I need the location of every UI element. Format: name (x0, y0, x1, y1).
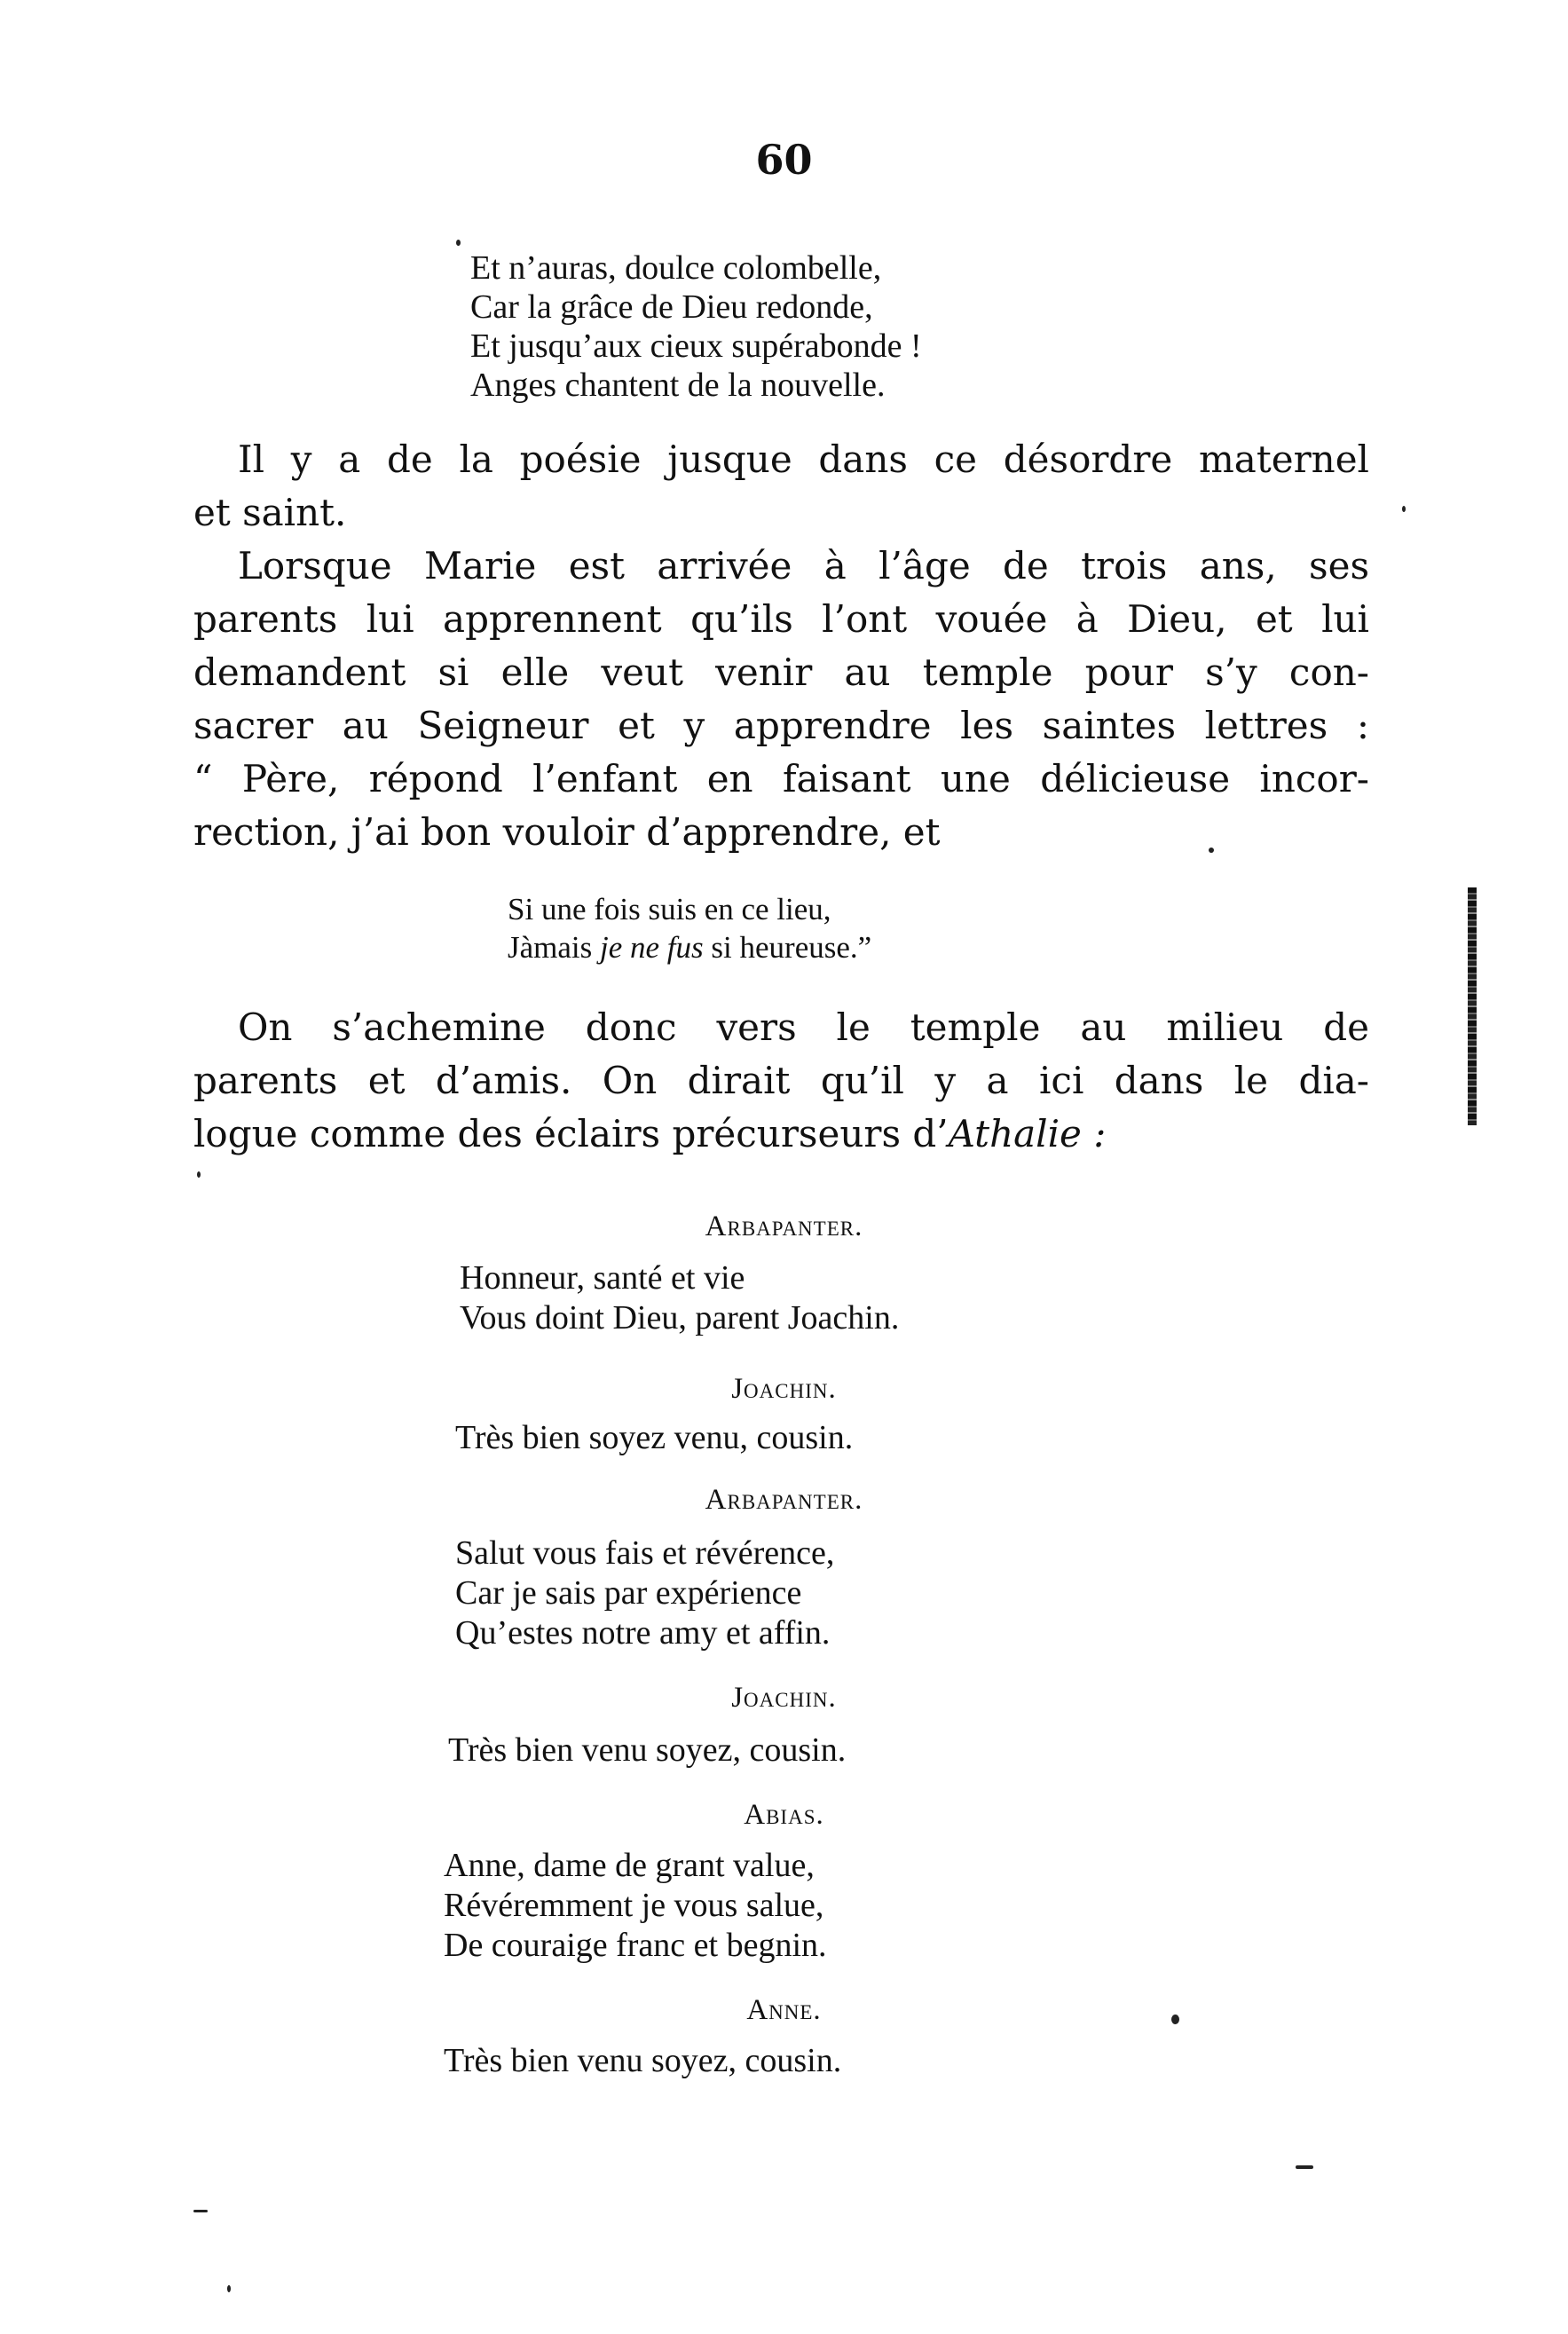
speaker-name: Abias. (744, 1799, 824, 1831)
dialogue-line: Car je sais par expérience (455, 1574, 802, 1612)
dialogue-line: Révéremment je vous salue, (444, 1887, 824, 1924)
paragraph-line: rection, j’ai bon vouloir d’apprendre, et (193, 810, 941, 854)
paragraph-3 (193, 1001, 1369, 1161)
dialogue-line: Très bien venu soyez, cousin. (448, 1731, 847, 1769)
paragraph-line: parents et d’amis. On dirait qu’il y a ici dans le dia- (193, 1059, 1369, 1102)
paragraph-line: Lorsque Marie est arrivée à l’âge de trois ans, ses (238, 544, 1369, 587)
paragraph-line (193, 1108, 1369, 1161)
dialogue-lines (448, 1731, 846, 1770)
dialogue-line: Vous doint Dieu, parent Joachin. (460, 1299, 900, 1337)
verse-line: Et jusqu’aux cieux supérabonde ! (470, 327, 922, 365)
scan-edge-mark (1468, 887, 1477, 1125)
verse-text: Jàmais (508, 930, 601, 965)
verse-line: Si une fois suis en ce lieu, (508, 892, 831, 927)
verse-italic-text: je ne fus (600, 930, 704, 965)
speaker-name: Anne. (746, 1994, 822, 2026)
speaker-name: Joachin. (731, 1682, 837, 1714)
scan-speck (1296, 2165, 1313, 2169)
paragraph-line: parents lui apprennent qu’ils l’ont vouée à Dieu, et lui (193, 597, 1369, 641)
paragraph-line: et saint. (193, 491, 347, 534)
dialogue-line: Salut vous fais et révérence, (455, 1534, 835, 1572)
scan-speck (1402, 506, 1406, 512)
dialogue-line: Qu’estes notre amy et affin. (455, 1614, 831, 1652)
title-reference: Athalie : (948, 1112, 1107, 1155)
paragraph-text: logue comme des éclairs précurseurs d’ (193, 1112, 949, 1155)
verse-line (508, 928, 871, 966)
scan-speck (227, 2285, 231, 2292)
dialogue-line: Honneur, santé et vie (460, 1259, 745, 1297)
paragraph-2 (193, 540, 1369, 859)
page-number: 60 (755, 136, 813, 184)
scan-speck (197, 1171, 201, 1178)
child-verse (508, 890, 871, 966)
paragraph-line: Il y a de la poésie jusque dans ce désordre maternel (238, 438, 1369, 481)
speaker-name: Arbapanter. (705, 1210, 863, 1242)
dialogue-lines (444, 2041, 841, 2081)
scan-speck (456, 240, 461, 246)
scan-speck (1209, 848, 1214, 853)
verse-line: Anges chantent de la nouvelle. (470, 367, 886, 404)
opening-verse (470, 248, 922, 405)
dialogue-line: De couraige franc et begnin. (444, 1927, 827, 1964)
scan-speck (1171, 2015, 1179, 2024)
verse-line: Car la grâce de Dieu redonde, (470, 288, 873, 326)
paragraph-line: sacrer au Seigneur et y apprendre les saintes lettres : (193, 704, 1369, 747)
verse-text: si heureuse.” (703, 930, 872, 965)
paragraph-line: demandent si elle veut venir au temple pour s’y con- (193, 651, 1369, 694)
dialogue-line: Très bien soyez venu, cousin. (455, 1419, 854, 1456)
dialogue-lines (455, 1534, 834, 1653)
scan-speck (193, 2210, 208, 2212)
dialogue-lines (455, 1418, 853, 1458)
speaker-name: Arbapanter. (705, 1484, 863, 1516)
dialogue-line: Anne, dame de grant value, (444, 1847, 815, 1884)
paragraph-1 (193, 433, 1369, 540)
dialogue-lines (460, 1258, 899, 1338)
paragraph-line: “ Père, répond l’enfant en faisant une délicieuse incor- (193, 757, 1369, 800)
verse-line: Et n’auras, doulce colombelle, (470, 249, 882, 287)
dialogue-line: Très bien venu soyez, cousin. (444, 2042, 842, 2079)
paragraph-line: On s’achemine donc vers le temple au milieu de (238, 1005, 1369, 1049)
speaker-name: Joachin. (731, 1373, 837, 1405)
dialogue-lines (444, 1846, 827, 1966)
